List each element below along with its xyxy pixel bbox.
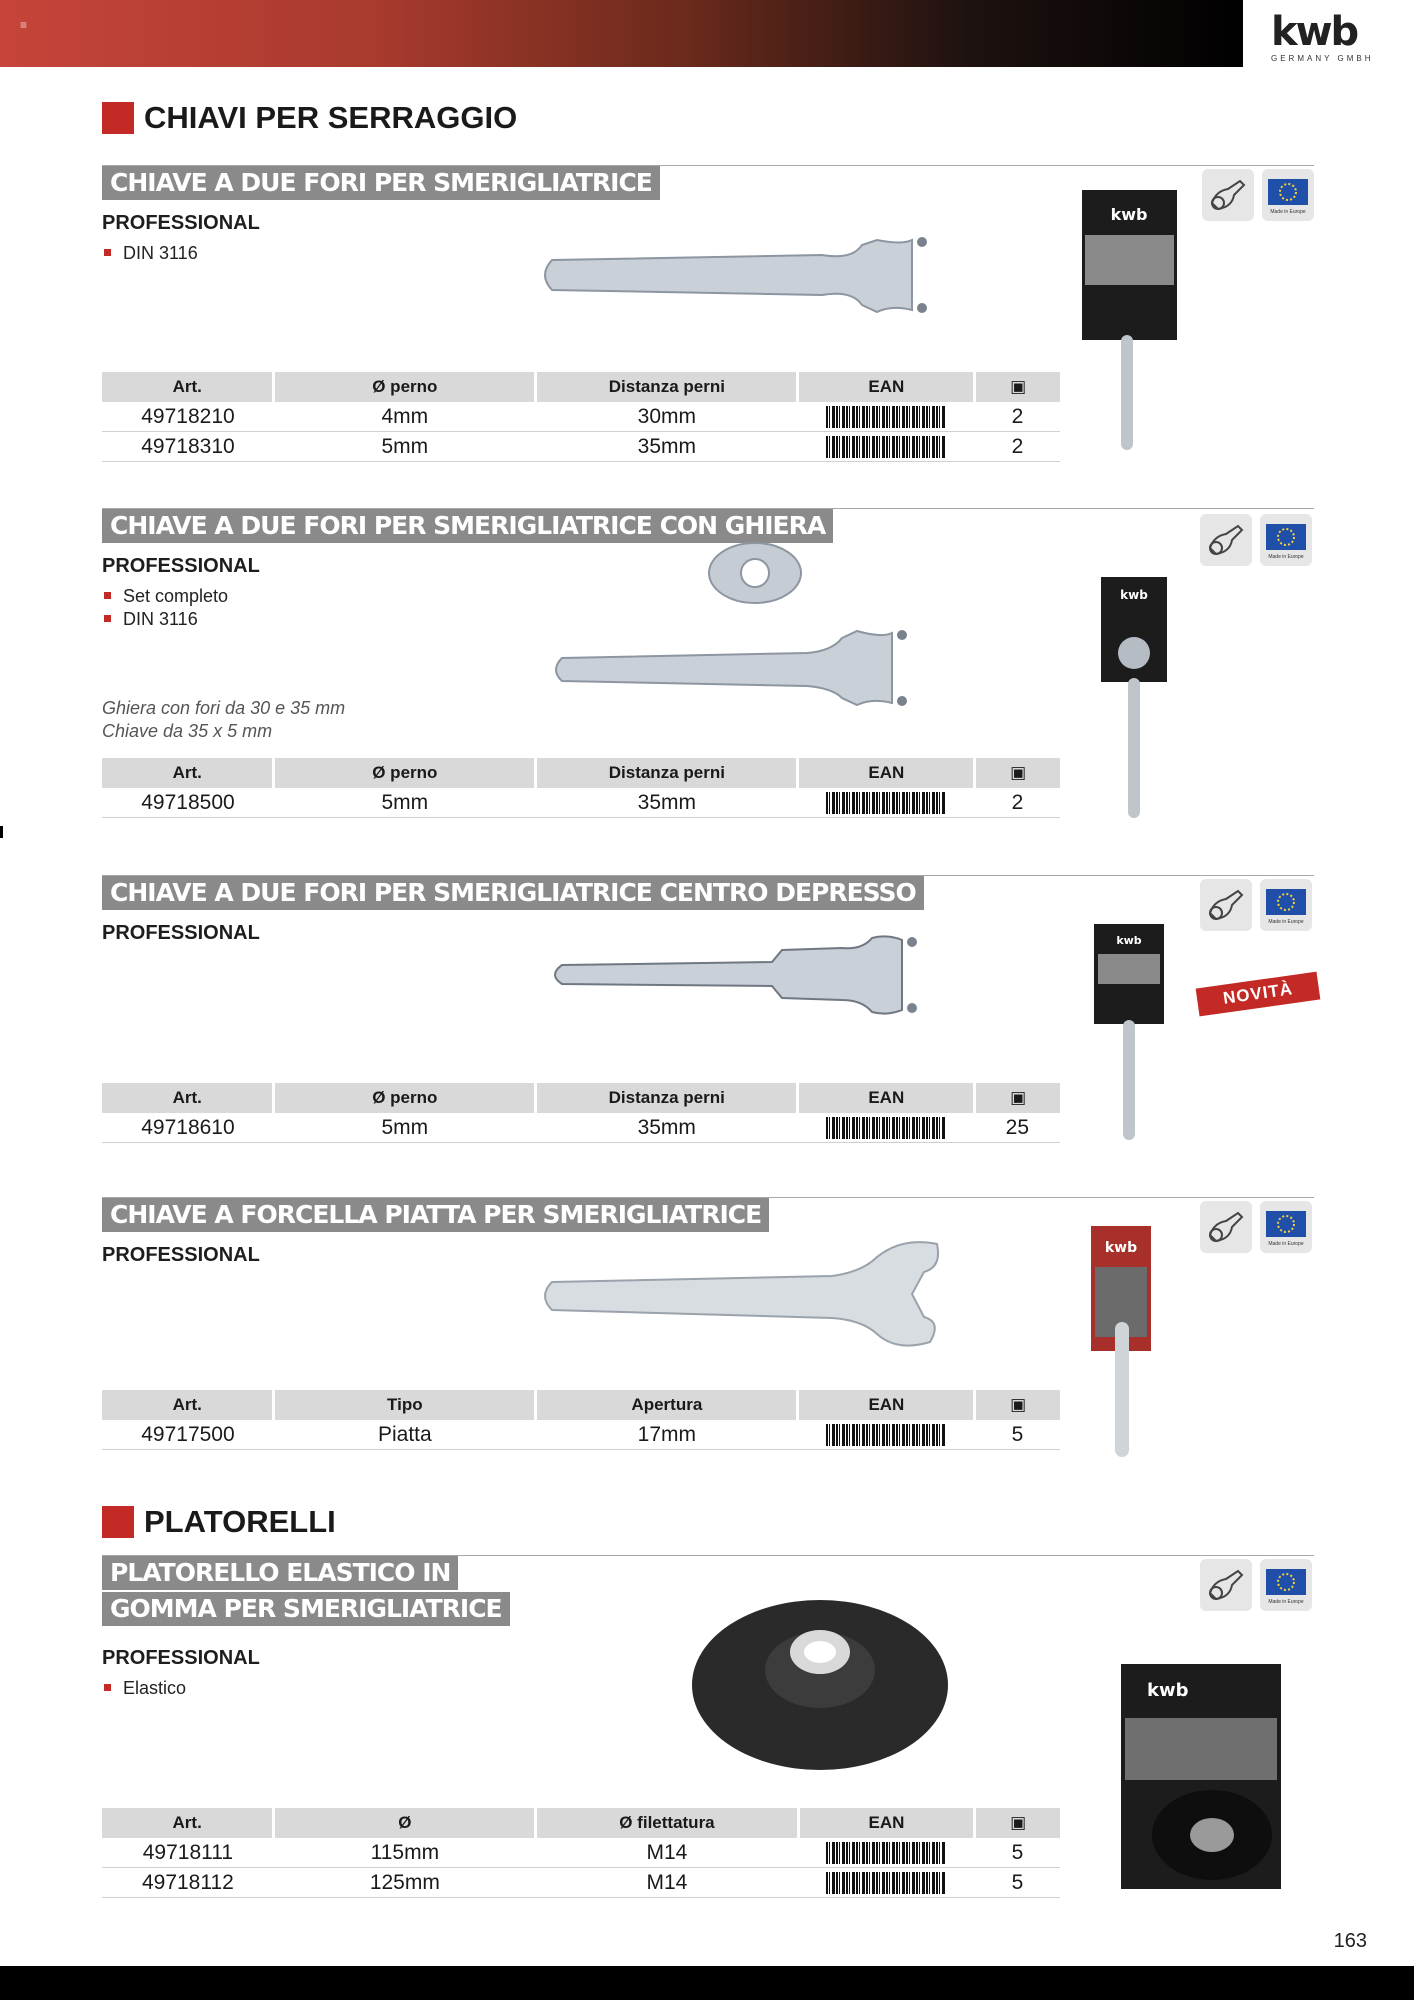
col-3: Distanza perni [536, 372, 798, 402]
col-art: Art. [102, 1390, 274, 1420]
package-icon: ▣ [1010, 1813, 1027, 1832]
made-in-europe-icon [1260, 1559, 1312, 1611]
angle-grinder-icon [1200, 514, 1252, 566]
pack-logo: kwb [1120, 588, 1148, 602]
product-note: Ghiera con fori da 30 e 35 mm [102, 698, 346, 718]
angle-grinder-icon [1200, 879, 1252, 931]
cell-2: 4mm [274, 402, 536, 432]
product-line: PROFESSIONAL [102, 1647, 260, 1669]
col-ean: EAN [798, 1083, 975, 1113]
cell-art: 49718610 [102, 1113, 274, 1143]
made-in-label: Made in Europe [1270, 209, 1306, 215]
cell-2: 115mm [274, 1838, 536, 1868]
spec-table [102, 758, 1060, 818]
cell-qty: 5 [975, 1420, 1060, 1450]
packaging-image [1077, 185, 1182, 455]
barcode-icon [826, 792, 946, 814]
barcode-icon [826, 1117, 946, 1139]
barcode-icon [826, 1872, 946, 1894]
flat-spanner-image [532, 1232, 1132, 1372]
cell-3: M14 [536, 1868, 798, 1898]
badge-group [1200, 514, 1312, 566]
brand-name: kwb [1271, 9, 1358, 55]
pack-logo: kwb [1147, 1680, 1189, 1701]
cell-art: 49718210 [102, 402, 274, 432]
cell-3: 17mm [536, 1420, 798, 1450]
cell-qty: 2 [975, 432, 1060, 462]
cell-ean [798, 1868, 975, 1898]
feature-bullet: DIN 3116 [102, 609, 198, 630]
cell-3: 35mm [536, 788, 798, 818]
cell-2: 5mm [274, 788, 536, 818]
barcode-icon [826, 1842, 946, 1864]
col-art: Art. [102, 758, 274, 788]
col-ean: EAN [798, 1390, 975, 1420]
made-in-europe-icon [1262, 169, 1314, 221]
made-in-label: Made in Europe [1268, 1599, 1304, 1605]
cell-ean [798, 788, 975, 818]
packaging-image [1090, 920, 1180, 1145]
header-banner [0, 0, 1243, 67]
col-pack [975, 1808, 1060, 1838]
cell-2: Piatta [274, 1420, 536, 1450]
cell-ean [798, 1113, 975, 1143]
category-square-icon [102, 1506, 134, 1538]
product-title: CHIAVE A DUE FORI PER SMERIGLIATRICE CENTRO DEPRESSO [102, 876, 924, 910]
barcode-icon [826, 436, 946, 458]
cell-art: 49717500 [102, 1420, 274, 1450]
col-art: Art. [102, 1808, 274, 1838]
feature-bullet: Elastico [102, 1678, 186, 1699]
cell-art: 49718111 [102, 1838, 274, 1868]
spec-table [102, 1808, 1060, 1898]
packaging-image [1117, 1660, 1287, 1895]
badge-group [1200, 879, 1312, 931]
col-2: Ø perno [274, 1083, 536, 1113]
barcode-icon [826, 1424, 946, 1446]
cell-3: 30mm [536, 402, 798, 432]
package-icon: ▣ [1010, 763, 1027, 782]
product-section [102, 1197, 1314, 1457]
menu-icon[interactable]: ≡ [20, 18, 28, 32]
made-in-label: Made in Europe [1268, 1241, 1304, 1247]
cell-qty: 2 [975, 402, 1060, 432]
badge-group [1200, 1201, 1312, 1253]
col-3: Distanza perni [536, 758, 798, 788]
product-section [102, 875, 1314, 1145]
cell-3: 35mm [536, 1113, 798, 1143]
cell-2: 5mm [274, 432, 536, 462]
cell-ean [798, 1838, 975, 1868]
table-row [102, 402, 1060, 432]
made-in-label: Made in Europe [1268, 554, 1304, 560]
made-in-europe-icon [1260, 514, 1312, 566]
product-title: CHIAVE A DUE FORI PER SMERIGLIATRICE CON GHIERA [102, 509, 833, 543]
table-row [102, 1113, 1060, 1143]
cell-qty: 5 [975, 1838, 1060, 1868]
spec-table [102, 1083, 1060, 1143]
packaging-image [1087, 1222, 1167, 1462]
cell-3: 35mm [536, 432, 798, 462]
backing-pad-image [687, 1580, 957, 1780]
col-3: Apertura [536, 1390, 798, 1420]
packaging-image [1097, 573, 1182, 823]
spanner-image [532, 220, 1112, 340]
table-row [102, 1838, 1060, 1868]
cell-art: 49718112 [102, 1868, 274, 1898]
col-pack [975, 1083, 1060, 1113]
cell-qty: 5 [975, 1868, 1060, 1898]
col-pack [975, 372, 1060, 402]
angle-grinder-icon [1200, 1201, 1252, 1253]
package-icon: ▣ [1010, 1088, 1027, 1107]
col-ean: EAN [798, 1808, 975, 1838]
col-pack [975, 1390, 1060, 1420]
page-number: 163 [1333, 1930, 1367, 1952]
cell-2: 5mm [274, 1113, 536, 1143]
package-icon: ▣ [1010, 377, 1027, 396]
product-section [102, 508, 1314, 828]
col-2: Tipo [274, 1390, 536, 1420]
col-art: Art. [102, 1083, 274, 1113]
cell-ean [798, 1420, 975, 1450]
barcode-icon [826, 406, 946, 428]
table-row [102, 1420, 1060, 1450]
feature-bullet: DIN 3116 [102, 243, 198, 264]
pack-logo: kwb [1104, 1240, 1138, 1256]
cell-art: 49718310 [102, 432, 274, 462]
brand-sub: GERMANY GMBH [1271, 54, 1374, 63]
cell-ean [798, 402, 975, 432]
package-icon: ▣ [1010, 1395, 1027, 1414]
product-line: PROFESSIONAL [102, 212, 260, 234]
product-section [102, 1555, 1314, 1895]
cell-qty: 25 [975, 1113, 1060, 1143]
col-2: Ø [274, 1808, 536, 1838]
col-pack [975, 758, 1060, 788]
made-in-label: Made in Europe [1268, 919, 1304, 925]
col-art: Art. [102, 372, 274, 402]
angle-grinder-icon [1202, 169, 1254, 221]
cell-art: 49718500 [102, 788, 274, 818]
category-square-icon [102, 102, 134, 134]
spanner-with-flange-image [542, 533, 1112, 733]
novita-badge: NOVITÀ [1196, 972, 1321, 1017]
footer-bar [0, 1966, 1414, 2000]
col-ean: EAN [798, 372, 975, 402]
col-3: Distanza perni [536, 1083, 798, 1113]
made-in-europe-icon [1260, 879, 1312, 931]
col-2: Ø perno [274, 372, 536, 402]
cell-ean [798, 432, 975, 462]
cell-3: M14 [536, 1838, 798, 1868]
col-3: Ø filettatura [536, 1808, 798, 1838]
cell-2: 125mm [274, 1868, 536, 1898]
feature-bullet: Set completo [102, 586, 228, 607]
table-row [102, 1868, 1060, 1898]
product-title: PLATORELLO ELASTICO IN [102, 1556, 458, 1590]
badge-group [1200, 1559, 1312, 1611]
table-row [102, 788, 1060, 818]
pack-logo: kwb [1110, 205, 1148, 224]
product-title: CHIAVE A DUE FORI PER SMERIGLIATRICE [102, 166, 660, 200]
cell-qty: 2 [975, 788, 1060, 818]
product-title: CHIAVE A FORCELLA PIATTA PER SMERIGLIATRICE [102, 1198, 769, 1232]
product-section [102, 165, 1314, 465]
col-2: Ø perno [274, 758, 536, 788]
spec-table [102, 1390, 1060, 1450]
brand-logo [1243, 0, 1414, 67]
depressed-spanner-image [542, 920, 1112, 1040]
category-title: CHIAVI PER SERRAGGIO [144, 100, 518, 135]
product-line: PROFESSIONAL [102, 922, 260, 944]
product-line: PROFESSIONAL [102, 555, 260, 577]
category-title: PLATORELLI [144, 1504, 336, 1539]
badge-group [1202, 169, 1314, 221]
product-line: PROFESSIONAL [102, 1244, 260, 1266]
pack-logo: kwb [1116, 934, 1142, 947]
product-note: Chiave da 35 x 5 mm [102, 721, 273, 741]
col-ean: EAN [798, 758, 975, 788]
made-in-europe-icon [1260, 1201, 1312, 1253]
angle-grinder-icon [1200, 1559, 1252, 1611]
spec-table [102, 372, 1060, 462]
product-title: GOMMA PER SMERIGLIATRICE [102, 1592, 510, 1626]
page-marker [0, 826, 3, 838]
table-row [102, 432, 1060, 462]
